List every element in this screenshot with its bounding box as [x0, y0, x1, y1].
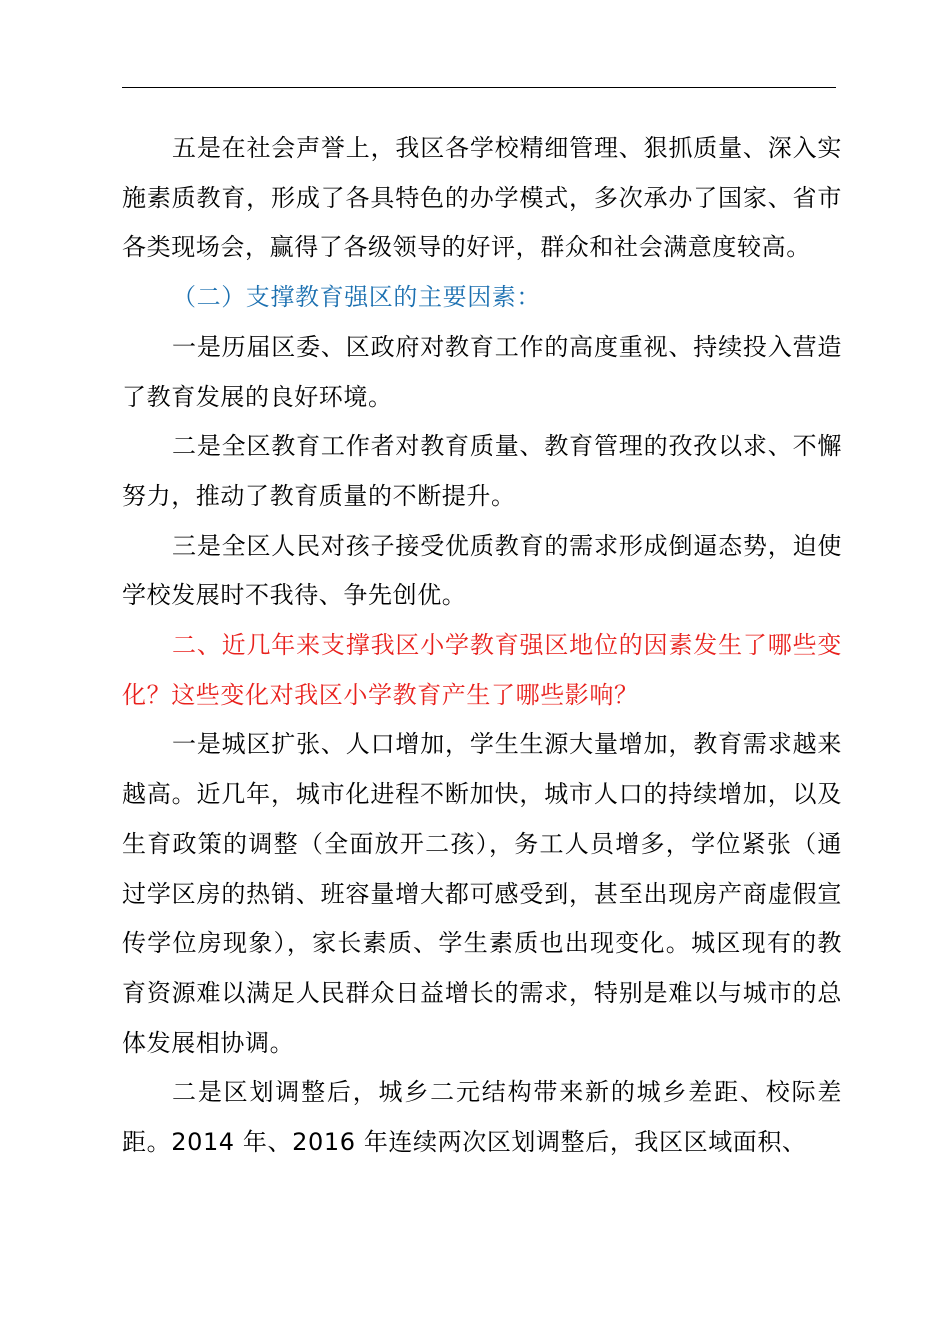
- header-rule: [122, 87, 836, 88]
- section-heading-supporting-factors: （二）支撑教育强区的主要因素：: [172, 283, 541, 312]
- paragraph-reputation: 五是在社会声誉上，我区各学校精细管理、狠抓质量、深入实施素质教育，形成了各具特色的办学模式，多次承办了国家、省市各类现场会，赢得了各级领导的好评，群众和社会满意度较高。: [122, 134, 842, 262]
- section-heading-changes: 二、近几年来支撑我区小学教育强区地位的因素发生了哪些变化？这些变化对我区小学教育产生了哪些影响？: [122, 631, 842, 709]
- paragraph-change-two: 二是区划调整后，城乡二元结构带来新的城乡差距、校际差距。2014 年、2016 年连续两次区划调整后，我区区域面积、: [122, 1078, 842, 1157]
- paragraph-change-one: 一是城区扩张、人口增加，学生生源大量增加，教育需求越来越高。近几年，城市化进程不断加快，城市人口的持续增加，以及生育政策的调整（全面放开二孩），务工人员增多，学位紧张（通过学区房的热销、班容量增大都可感受到，甚至出现房产商虚假宣传学位房现象），家长素质、学生素质也出现变化。城区现有的教育资源难以满足人民群众日益增长的需求，特别是难以与城市的总体发展相协调。: [122, 730, 842, 1057]
- paragraph-factor-three: 三是全区人民对孩子接受优质教育的需求形成倒逼态势，迫使学校发展时不我待、争先创优。: [122, 531, 842, 610]
- document-body: [122, 124, 842, 1168]
- paragraph-factor-one: 一是历届区委、区政府对教育工作的高度重视、持续投入营造了教育发展的良好环境。: [122, 332, 842, 411]
- paragraph-factor-two: 二是全区教育工作者对教育质量、教育管理的孜孜以求、不懈努力，推动了教育质量的不断提升。: [122, 432, 842, 510]
